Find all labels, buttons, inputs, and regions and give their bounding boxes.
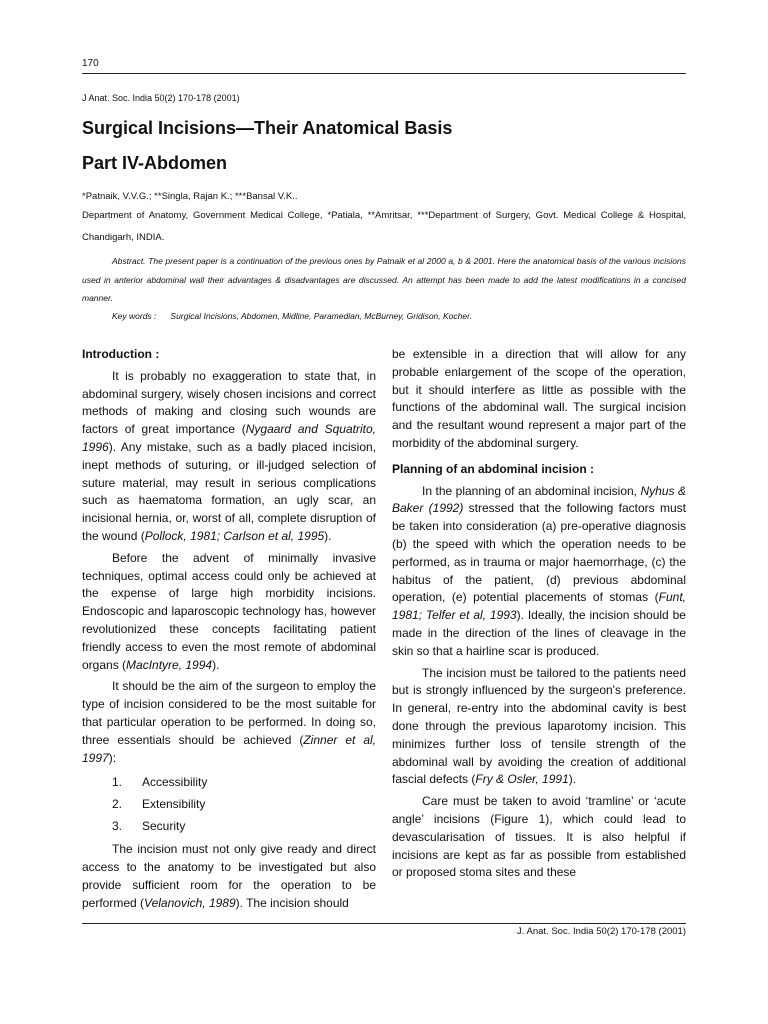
author-list: *Patnaik, V.V.G.; **Singla, Rajan K.; ***Bansal V.K..	[82, 191, 298, 202]
left-column	[82, 346, 376, 917]
citation: MacIntyre, 1994	[126, 657, 213, 672]
intro-paragraph-3: It should be the aim of the surgeon to employ the type of incision considered to be the most suitable for that particular operation to be performed. In doing so, three essentials should be achieved (Zinner et al, 1997):	[82, 679, 376, 765]
keywords-text: Surgical Incisions, Abdomen, Midline, Paramedian, McBurney, Gridison, Kocher.	[170, 311, 472, 321]
introduction-heading: Introduction :	[82, 347, 160, 361]
affiliation: Department of Anatomy, Government Medical College, *Patiala, **Amritsar, ***Department of Surgery, Govt. Medical College & Hospital, Chandigarh, INDIA.	[82, 210, 686, 243]
intro-paragraph-2: Before the advent of minimally invasive techniques, optimal access could only be achieved at the expense of large high morbidity incisions. Endoscopic and laparoscopic technology has, however revolutionized these concepts facilitating patient friendly access to even the most remote of abdominal organs (MacIntyre, 1994).	[82, 550, 376, 672]
planning-paragraph-2: The incision must be tailored to the patients need but is strongly influenced by the surgeon's preference. In general, re-entry into the abdominal cavity is best done through the previous laparotomy incision. This minimizes further loss of tensile strength of the abdominal wall by avoiding the creation of additional fascial defects (Fry & Osler, 1991).	[392, 665, 686, 787]
list-item: 2. Extensibility	[112, 797, 206, 812]
list-item: 3. Security	[112, 819, 186, 834]
citation: Fry & Osler, 1991	[475, 772, 569, 787]
right-column	[392, 346, 686, 886]
keywords	[82, 311, 716, 321]
citation: Nyhus & Baker (1992)	[392, 483, 686, 516]
continued-paragraph: be extensible in a direction that will allow for any probable enlargement of the scope of the operation, but it should interfere as little as possible with the functions of the abdominal wall. The surgical incision and the resultant wound represent a major part of the morbidity of the abdominal surgery.	[392, 347, 686, 450]
keywords-label: Key words :	[112, 311, 157, 321]
journal-citation: J Anat. Soc. India 50(2) 170-178 (2001)	[82, 93, 240, 103]
abstract: Abstract. The present paper is a continuation of the previous ones by Patnaik et al 2000 a, b & 2001. Here the anatomical basis of the various incisions used in anterior abdominal wall their advantages & disadvantages are discussed. An attempt has been made to add the latest modifications in a concised manner.	[82, 256, 686, 303]
intro-paragraph-4: The incision must not only give ready and direct access to the anatomy to be investigated but also provide sufficient room for the operation to be performed (Velanovich, 1989). The incision should	[82, 842, 376, 910]
citation: Nygaard and Squatrito, 1996	[82, 422, 376, 454]
footer-journal: J. Anat. Soc. India 50(2) 170-178 (2001)	[517, 926, 686, 937]
essentials-list	[82, 771, 376, 837]
planning-heading: Planning of an abdominal incision :	[392, 461, 595, 476]
header-divider	[82, 73, 686, 74]
intro-paragraph-1: It is probably no exaggeration to state that, in abdominal surgery, wisely chosen incisions and correct methods of making and closing such wounds are factors of great importance (Nygaard and Squatrito, 1996). Any mistake, such as a badly placed incision, inept methods of suturing, or ill-judged selection of suture material, may result in serious complications such as haematoma formation, an ugly scar, an incisional hernia, or, worst of all, complete disruption of the wound (Pollock, 1981; Carlson et al, 1995).	[82, 368, 376, 543]
list-item: 1. Accessibility	[112, 775, 208, 790]
article-title: Surgical Incisions—Their Anatomical Basis	[82, 118, 453, 138]
footer-divider	[82, 923, 686, 924]
planning-paragraph-1: In the planning of an abdominal incision, Nyhus & Baker (1992) stressed that the following factors must be taken into consideration (a) pre-operative diagnosis (b) the speed with which the operation needs to be performed, as in trauma or major haemorrhage, (c) the habitus of the patient, (d) previous abdominal operation, (e) potential placements of stomas (Funt, 1981; Telfer et al, 1993). Ideally, the incision should be made in the direction of the lines of cleavage in the skin so that a hairline scar is produced.	[392, 483, 687, 658]
citation: Pollock, 1981; Carlson et al, 1995	[144, 528, 325, 543]
citation: Velanovich, 1989	[144, 895, 236, 910]
planning-paragraph-3: Care must be taken to avoid ‘tramline’ or ‘acute angle’ incisions (Figure 1), which could lead to devascularisation of tissues. It is also helpful if incisions are kept as far as possible from established or proposed stoma sites and these	[392, 794, 686, 880]
article-subtitle: Part IV-Abdomen	[82, 153, 228, 173]
citation: Funt, 1981; Telfer et al, 1993	[392, 590, 686, 623]
page-number: 170	[82, 58, 99, 69]
citation: Zinner et al, 1997	[82, 732, 376, 765]
